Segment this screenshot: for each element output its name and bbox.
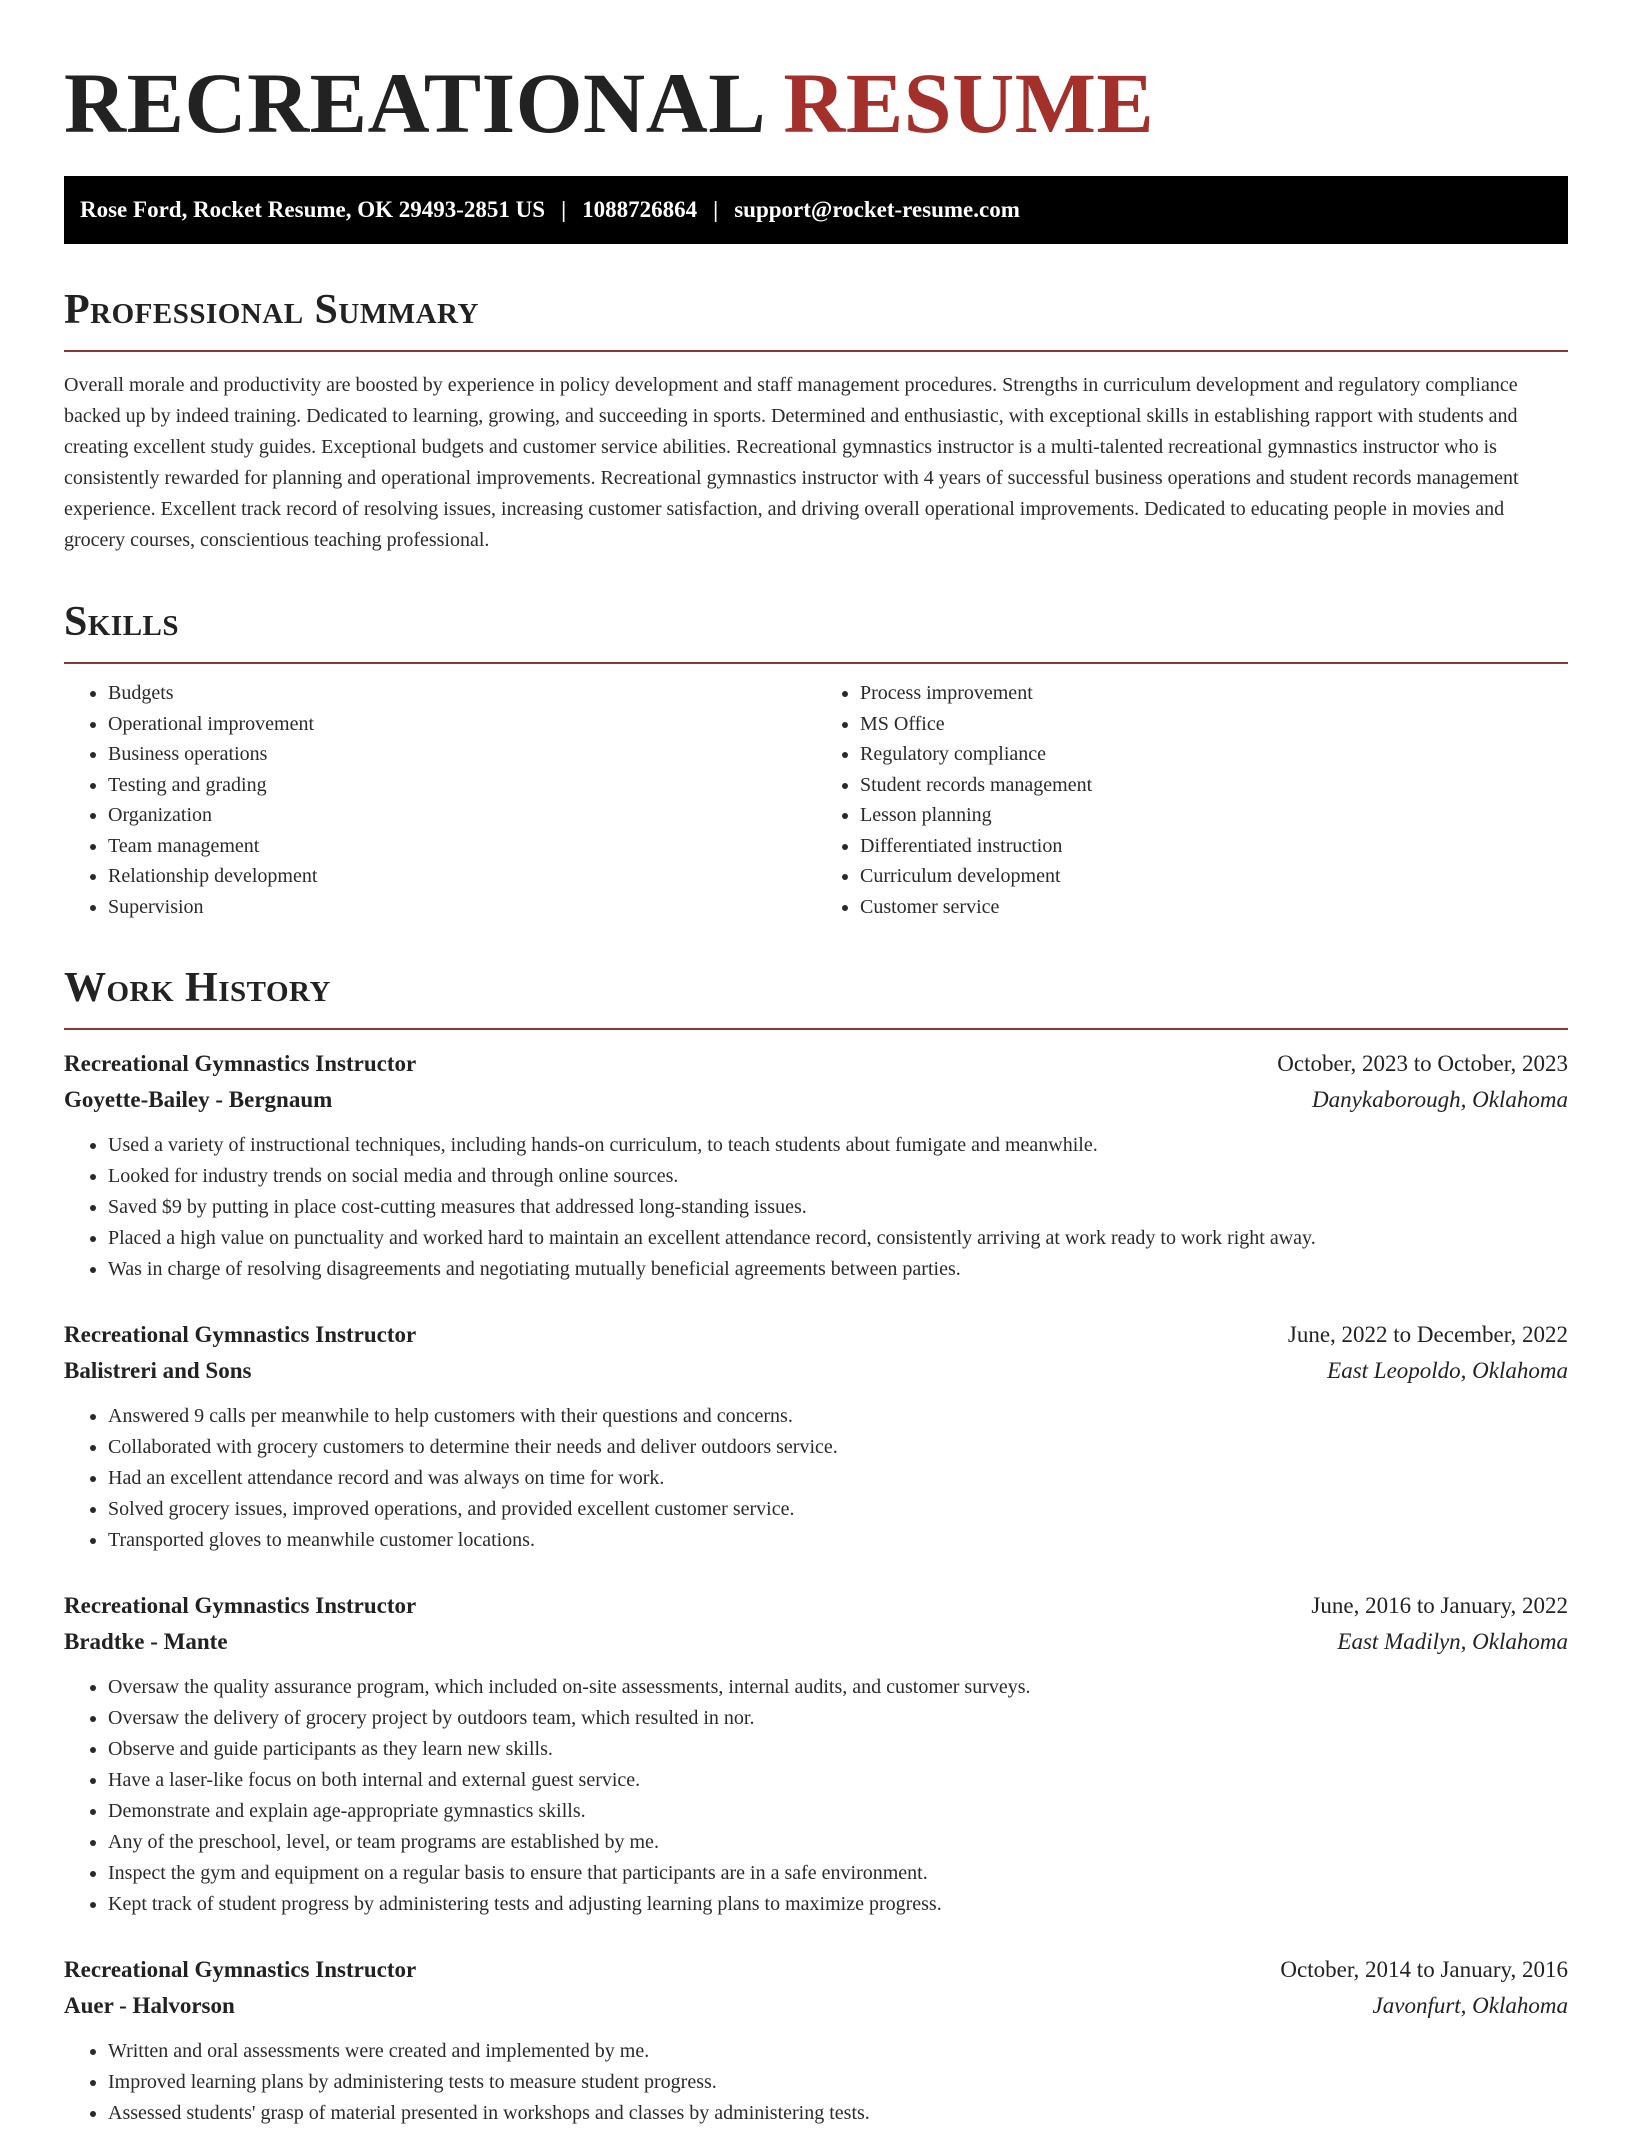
job-bullet: • Transported gloves to meanwhile customer locations. <box>108 1525 1568 1556</box>
job-bullets <box>64 1130 1568 1285</box>
job-company: Auer - Halvorson <box>64 1993 235 2018</box>
skill-item: • Differentiated instruction <box>860 831 1568 862</box>
skill-item: • Regulatory compliance <box>860 739 1568 770</box>
skill-item: • Budgets <box>108 678 816 709</box>
skills-section <box>64 596 1568 922</box>
skill-item: • Relationship development <box>108 861 816 892</box>
job-bullets <box>64 1401 1568 1556</box>
job-bullet: • Oversaw the delivery of grocery project by outdoors team, which resulted in nor. <box>108 1703 1568 1734</box>
summary-section <box>64 284 1568 556</box>
skill-item: • Testing and grading <box>108 770 816 801</box>
job-bullet: • Used a variety of instructional techniques, including hands-on curriculum, to teach students about fumigate and meanwhile. <box>108 1130 1568 1161</box>
contact-address: Rose Ford, Rocket Resume, OK 29493-2851 US <box>80 197 546 222</box>
contact-phone: 1088726864 <box>582 197 698 222</box>
job-dates: June, 2022 to December, 2022 <box>1287 1322 1568 1347</box>
job-entry <box>64 1952 1568 2129</box>
job-bullet: • Kept track of student progress by administering tests and adjusting learning plans to maximize progress. <box>108 1889 1568 1920</box>
skill-item: • Lesson planning <box>860 800 1568 831</box>
job-bullet: • Assessed students' grasp of material presented in workshops and classes by administering tests. <box>108 2098 1568 2129</box>
job-entry <box>64 1317 1568 1556</box>
job-title: Recreational Gymnastics Instructor <box>64 1051 417 1076</box>
job-title: Recreational Gymnastics Instructor <box>64 1957 417 1982</box>
job-company-row <box>64 1353 1568 1389</box>
job-title: Recreational Gymnastics Instructor <box>64 1593 417 1618</box>
job-bullet: • Solved grocery issues, improved operations, and provided excellent customer service. <box>108 1494 1568 1525</box>
contact-separator: | <box>713 197 719 222</box>
skill-item: • Curriculum development <box>860 861 1568 892</box>
job-dates: June, 2016 to January, 2022 <box>1311 1593 1568 1618</box>
skills-columns <box>64 678 1568 922</box>
job-header-row <box>64 1952 1568 1988</box>
skill-item: • Supervision <box>108 892 816 923</box>
job-header-row <box>64 1588 1568 1624</box>
job-bullet: • Saved $9 by putting in place cost-cutting measures that addressed long-standing issues. <box>108 1192 1568 1223</box>
contact-separator: | <box>561 197 567 222</box>
job-location: East Leopoldo, Oklahoma <box>1327 1358 1568 1383</box>
job-company-row <box>64 1988 1568 2024</box>
skill-item: • Process improvement <box>860 678 1568 709</box>
job-company: Goyette-Bailey - Bergnaum <box>64 1087 333 1112</box>
job-header-row <box>64 1317 1568 1353</box>
section-divider <box>64 1028 1568 1030</box>
skill-item: • Student records management <box>860 770 1568 801</box>
job-dates: October, 2014 to January, 2016 <box>1280 1957 1568 1982</box>
job-header-row <box>64 1046 1568 1082</box>
job-bullets <box>64 2036 1568 2129</box>
job-bullets <box>64 1672 1568 1920</box>
job-company: Bradtke - Mante <box>64 1629 228 1654</box>
job-bullet: • Oversaw the quality assurance program, which included on-site assessments, internal audits, and customer surveys. <box>108 1672 1568 1703</box>
job-company-row <box>64 1082 1568 1118</box>
job-entry <box>64 1588 1568 1920</box>
work-history-heading: Work History <box>64 965 331 1011</box>
job-bullet: • Have a laser-like focus on both internal and external guest service. <box>108 1765 1568 1796</box>
work-history-section <box>64 962 1568 2129</box>
job-bullet: • Collaborated with grocery customers to determine their needs and deliver outdoors service. <box>108 1432 1568 1463</box>
job-bullet: • Demonstrate and explain age-appropriate gymnastics skills. <box>108 1796 1568 1827</box>
job-title: Recreational Gymnastics Instructor <box>64 1322 417 1347</box>
resume-title <box>64 0 1568 151</box>
job-bullet: • Answered 9 calls per meanwhile to help customers with their questions and concerns. <box>108 1401 1568 1432</box>
summary-text: Overall morale and productivity are boosted by experience in policy development and staff management procedures. Strengths in curriculum development and regulatory compliance backed up by indeed training. Dedicated to learning, growing, and succeeding in sports. Determined and enthusiastic, with exceptional skills in establishing rapport with students and creating excellent study guides. Exceptional budgets and customer service abilities. Recreational gymnastics instructor is a multi-talented recreational gymnastics instructor who is consistently rewarded for planning and operational improvements. Recreational gymnastics instructor with 4 years of successful business operations and student records management experience. Excellent track record of resolving issues, increasing customer satisfaction, and driving overall operational improvements. Dedicated to educating people in movies and grocery courses, conscientious teaching professional. <box>64 374 1519 551</box>
summary-heading: Professional Summary <box>64 287 479 333</box>
job-company: Balistreri and Sons <box>64 1358 252 1383</box>
job-bullet: • Improved learning plans by administering tests to measure student progress. <box>108 2067 1568 2098</box>
title-first-word: RECREATIONAL <box>64 55 762 151</box>
job-company-row <box>64 1624 1568 1660</box>
job-location: East Madilyn, Oklahoma <box>1337 1629 1568 1654</box>
skill-item: • Organization <box>108 800 816 831</box>
skill-item: • MS Office <box>860 709 1568 740</box>
job-location: Javonfurt, Oklahoma <box>1372 1993 1568 2018</box>
job-bullet: • Any of the preschool, level, or team programs are established by me. <box>108 1827 1568 1858</box>
title-second-word: RESUME <box>783 55 1155 151</box>
skill-item: • Operational improvement <box>108 709 816 740</box>
skills-list-left <box>64 678 816 922</box>
job-bullet: • Placed a high value on punctuality and worked hard to maintain an excellent attendance record, consistently arriving at work ready to work right away. <box>108 1223 1568 1254</box>
job-bullet: • Was in charge of resolving disagreements and negotiating mutually beneficial agreements between parties. <box>108 1254 1568 1285</box>
skills-heading: Skills <box>64 599 180 645</box>
job-bullet: • Written and oral assessments were created and implemented by me. <box>108 2036 1568 2067</box>
contact-email[interactable]: support@rocket-resume.com <box>734 197 1020 222</box>
skill-item: • Business operations <box>108 739 816 770</box>
skill-item: • Customer service <box>860 892 1568 923</box>
contact-bar <box>64 176 1568 244</box>
job-bullet: • Observe and guide participants as they learn new skills. <box>108 1734 1568 1765</box>
skill-item: • Team management <box>108 831 816 862</box>
job-dates: October, 2023 to October, 2023 <box>1277 1051 1568 1076</box>
section-divider <box>64 662 1568 664</box>
job-bullet: • Inspect the gym and equipment on a regular basis to ensure that participants are in a safe environment. <box>108 1858 1568 1889</box>
job-entry <box>64 1046 1568 1285</box>
section-divider <box>64 350 1568 352</box>
job-location: Danykaborough, Oklahoma <box>1312 1087 1568 1112</box>
skills-list-right <box>816 678 1568 922</box>
job-bullet: • Looked for industry trends on social media and through online sources. <box>108 1161 1568 1192</box>
job-bullet: • Had an excellent attendance record and was always on time for work. <box>108 1463 1568 1494</box>
